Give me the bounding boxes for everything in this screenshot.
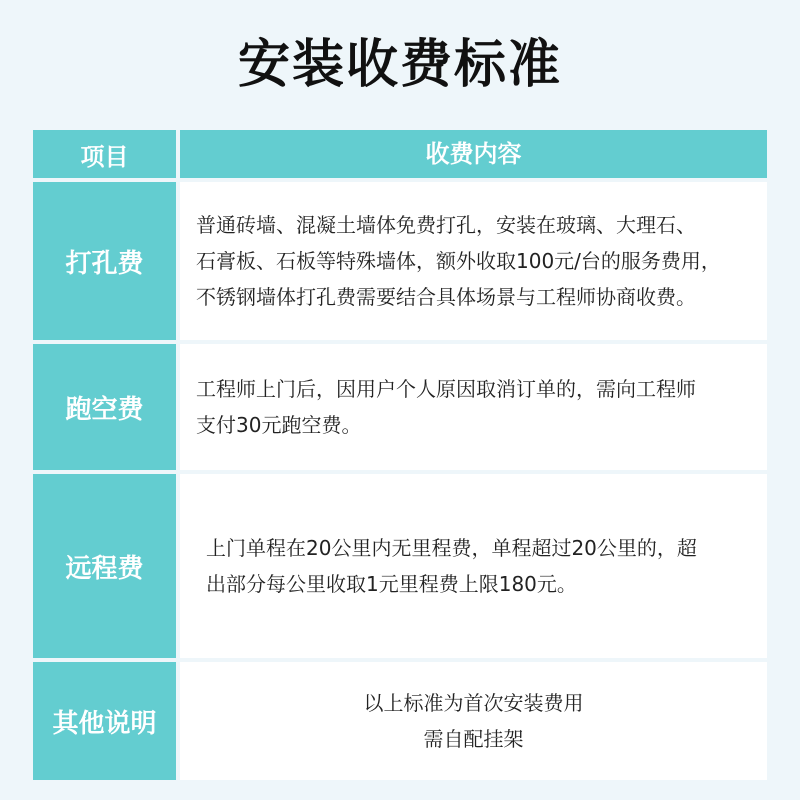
table-row-empty-trip <box>33 344 767 470</box>
fee-table <box>33 130 767 780</box>
row-content <box>180 344 767 470</box>
row-label: 打孔费 <box>33 182 176 340</box>
row-content <box>180 474 767 658</box>
content-line: 不锈钢墙体打孔费需要结合具体场景与工程师协商收费。 <box>196 285 696 309</box>
content-line: 普通砖墙、混凝土墙体免费打孔，安装在玻璃、大理石、 <box>196 213 696 237</box>
table-header-row <box>33 130 767 178</box>
page-title: 安装收费标准 <box>237 35 562 95</box>
row-content <box>180 662 767 780</box>
header-content: 收费内容 <box>180 130 767 178</box>
header-item: 项目 <box>33 130 176 178</box>
table-row-distance <box>33 474 767 658</box>
content-line: 上门单程在20公里内无里程费，单程超过20公里的，超 <box>206 536 697 560</box>
row-label: 远程费 <box>33 474 176 658</box>
table-row-notes <box>33 662 767 780</box>
row-content <box>180 182 767 340</box>
content-line: 出部分每公里收取1元里程费上限180元。 <box>206 572 577 596</box>
content-line: 石膏板、石板等特殊墙体，额外收取100元/台的服务费用， <box>196 249 721 273</box>
content-line: 以上标准为首次安装费用 <box>363 691 584 715</box>
content-line: 需自配挂架 <box>423 727 524 751</box>
table-row-drilling <box>33 182 767 340</box>
row-label: 其他说明 <box>33 662 176 780</box>
content-line: 支付30元跑空费。 <box>196 413 362 437</box>
content-line: 工程师上门后，因用户个人原因取消订单的，需向工程师 <box>196 377 696 401</box>
row-label: 跑空费 <box>33 344 176 470</box>
